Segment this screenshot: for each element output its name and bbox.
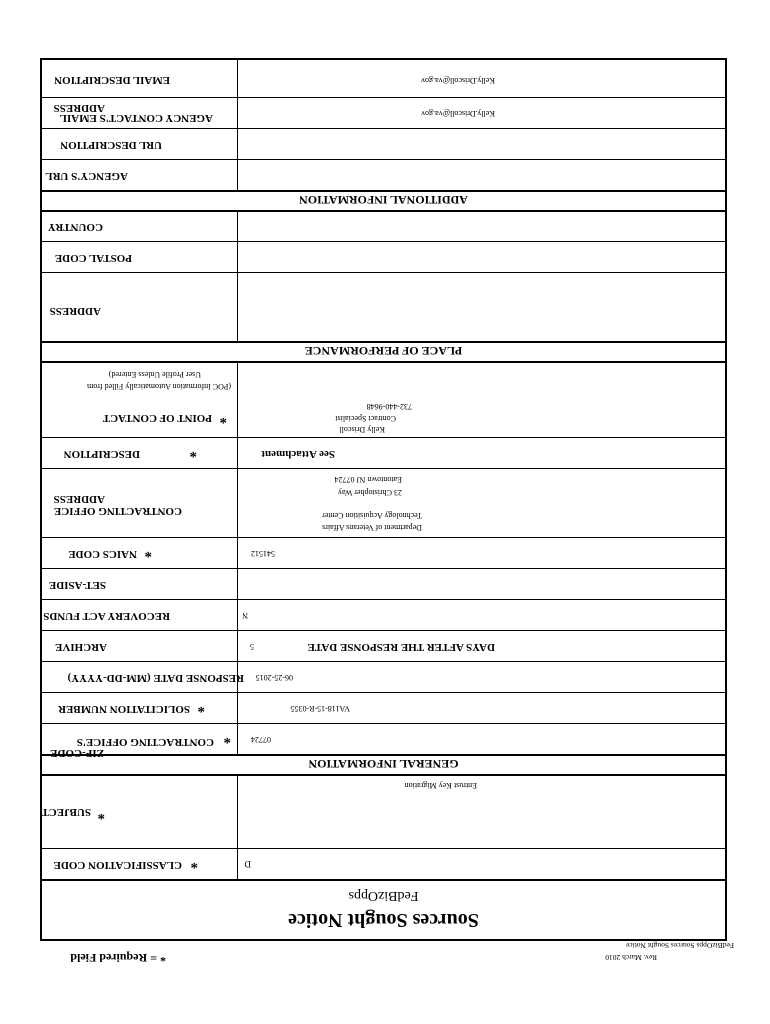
office-address-line-3: 23 Christopher Way	[337, 488, 402, 497]
row-performance-address	[42, 272, 725, 341]
row-agency-contact-email	[42, 97, 725, 128]
poc-line-3: 732-440-9648	[366, 402, 412, 411]
row-postal-code	[42, 241, 725, 272]
row-response-date	[42, 661, 725, 692]
archive-value[interactable]: 5	[250, 642, 254, 651]
poc-line-1: Kelly Driscoll	[339, 425, 385, 434]
contact-email-label-2: ADDRESS	[53, 102, 105, 114]
set-aside-label: SET-ASIDE	[48, 579, 106, 591]
required-star: *	[219, 410, 227, 426]
poc-label: POINT OF CONTACT	[102, 412, 212, 424]
section-place-of-performance	[42, 341, 725, 361]
office-address-line-4: Eatontown NJ 07724	[334, 475, 402, 484]
recovery-act-label: RECOVERY ACT FUNDS	[43, 610, 170, 622]
form-header	[42, 879, 725, 939]
email-description-value[interactable]: Kelly.Driscoll@va.gov	[421, 76, 495, 85]
row-contracting-office-address	[42, 468, 725, 537]
email-description-label: EMAIL DESCRIPTION	[54, 74, 170, 86]
recovery-act-value[interactable]: N	[242, 611, 248, 620]
row-archive	[42, 630, 725, 661]
revision-form-name: FedBizOpps Sources Sought Notice	[625, 941, 734, 950]
row-country	[42, 210, 725, 241]
naics-code-label: NAICS CODE	[68, 548, 137, 560]
row-subject	[42, 774, 725, 848]
required-field-note: * = Required Field	[70, 951, 166, 965]
contact-email-label-1: AGENCY CONTACT'S EMAIL	[59, 112, 213, 124]
poc-note-1: (POC Information Automatically Filled from	[87, 382, 231, 391]
row-zip-code	[42, 723, 725, 759]
solicitation-number-value[interactable]: VA118-15-R-0355	[290, 704, 350, 713]
required-star: *	[144, 544, 152, 560]
row-solicitation-number	[42, 692, 725, 723]
url-description-label: URL DESCRIPTION	[60, 139, 162, 151]
archive-note: DAYS AFTER THE RESPONSE DATE	[307, 641, 495, 653]
section-general-information	[42, 754, 725, 774]
solicitation-number-label: SOLICITATION NUMBER	[58, 703, 190, 715]
description-label: DESCRIPTION	[63, 448, 140, 460]
required-star: *	[190, 855, 198, 871]
poc-note-2: User Profile Unless Entered)	[108, 370, 201, 379]
office-address-label-2: ADDRESS	[53, 493, 105, 505]
postal-code-label: POSTAL CODE	[54, 252, 132, 264]
sources-sought-form	[40, 58, 727, 941]
zip-code-label-2: ZIP-CODE	[50, 747, 104, 759]
contact-email-value[interactable]: Kelly.Driscoll@va.gov	[421, 109, 495, 118]
row-naics-code	[42, 537, 725, 568]
naics-code-value[interactable]: 541512	[251, 549, 275, 558]
row-set-aside	[42, 568, 725, 599]
office-address-line-2: Technology Acquisition Center	[322, 511, 422, 520]
required-star: *	[97, 806, 105, 822]
section-title: GENERAL INFORMATION	[308, 757, 459, 771]
subject-label: SUBJECT	[41, 806, 91, 818]
country-label: COUNTRY	[47, 221, 103, 233]
office-address-line-1: Department of Veterans Affairs	[322, 523, 422, 532]
row-description	[42, 437, 725, 468]
archive-label: ARCHIVE	[55, 641, 107, 653]
classification-code-value[interactable]: D	[244, 859, 251, 869]
row-recovery-act-funds	[42, 599, 725, 630]
response-date-label: RESPONSE DATE (MM-DD-YYYY)	[67, 672, 244, 684]
required-star: *	[197, 699, 205, 715]
section-title: PLACE OF PERFORMANCE	[304, 344, 463, 358]
office-address-label-1: CONTRACTING OFFICE	[53, 505, 182, 517]
poc-line-2: Contract Specialist	[335, 414, 396, 423]
row-agency-url	[42, 159, 725, 190]
zip-code-label-1: CONTRACTING OFFICE'S	[76, 736, 214, 748]
row-point-of-contact	[42, 361, 725, 437]
response-date-value[interactable]: 06-25-2015	[255, 673, 293, 682]
subject-value[interactable]: Entrust Key Migration	[404, 781, 477, 790]
section-title: ADDITIONAL INFORMATION	[299, 193, 468, 207]
section-additional-information	[42, 190, 725, 210]
form-subtitle: FedBizOpps	[348, 888, 419, 903]
classification-code-label: CLASSIFICATION CODE	[53, 859, 182, 871]
row-classification-code	[42, 848, 725, 879]
required-star: *	[189, 444, 197, 460]
required-star: *	[223, 730, 231, 746]
performance-address-label: ADDRESS	[49, 305, 101, 317]
row-email-description	[42, 60, 725, 97]
form-title: Sources Sought Notice	[288, 909, 479, 931]
row-url-description	[42, 128, 725, 159]
zip-code-value[interactable]: 07724	[251, 735, 271, 744]
agency-url-label: AGENCY'S URL	[45, 170, 128, 182]
description-value[interactable]: See Attachment	[261, 448, 335, 460]
revision-date: Rev. March 2010	[605, 953, 657, 962]
